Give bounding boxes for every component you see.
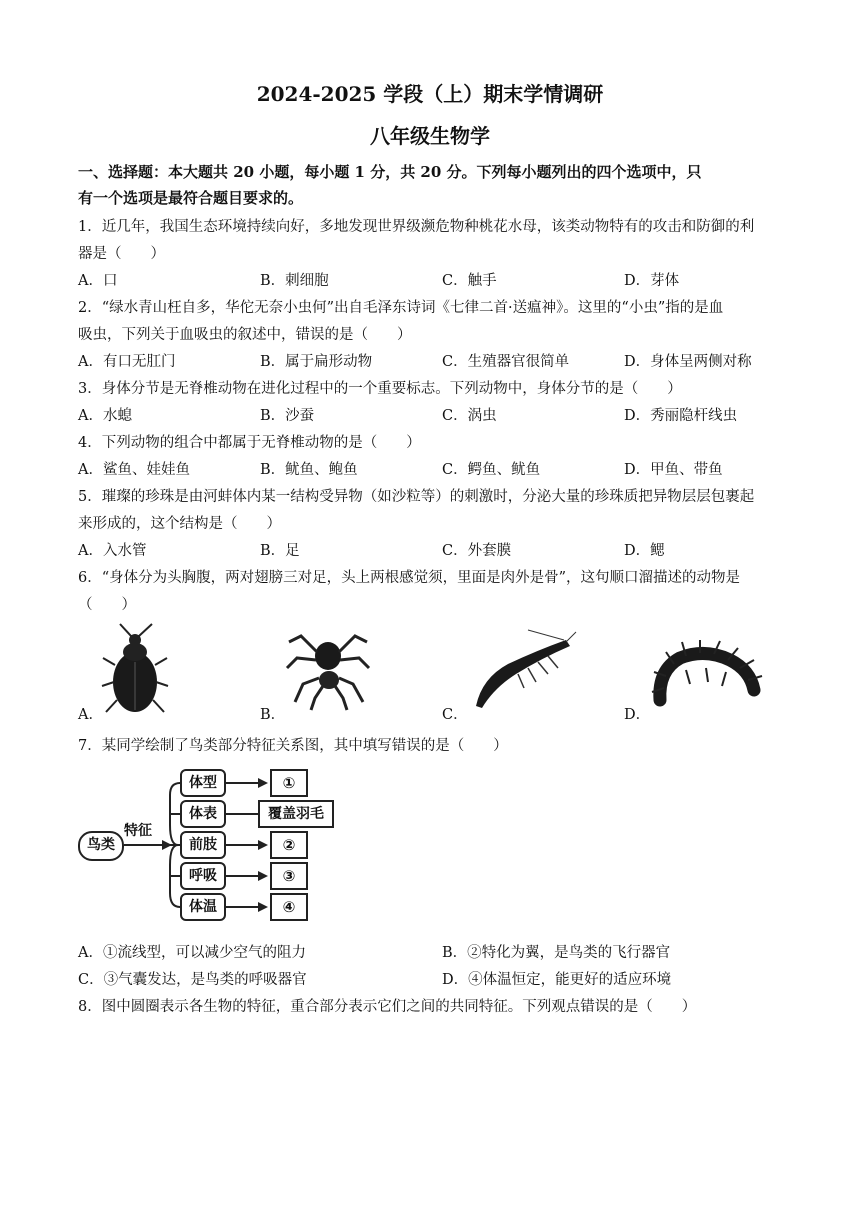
q2-option-b: B．属于扁形动物 [260, 354, 373, 370]
q7-option-c: C．③气囊发达，是鸟类的呼吸器官 [78, 972, 307, 988]
q2-option-c: C．生殖器官很简单 [442, 354, 570, 370]
diagram-node-body-temperature: 体温 [180, 893, 226, 921]
q5-option-d: D．鳃 [624, 543, 665, 559]
section-heading-line1: 一、选择题：本大题共 20 小题，每小题 1 分，共 20 分。下列每小题列出的四个选项中，只 [78, 163, 702, 181]
q3-stem: 3．身体分节是无脊椎动物在进化过程中的一个重要标志。下列动物中，身体分节的是（ ） [78, 381, 682, 397]
diagram-node-forelimb: 前肢 [180, 831, 226, 859]
q6-option-d: D． [624, 707, 651, 723]
q6-stem-line2: （ ） [78, 597, 136, 613]
centipede-image [650, 640, 765, 710]
section-heading-line2: 有一个选项是最符合题目要求的。 [78, 189, 304, 207]
q5-option-c: C．外套膜 [442, 543, 512, 559]
shrimp-image [468, 628, 578, 712]
q3-option-b: B．沙蚕 [260, 408, 315, 424]
q1-option-c: C．触手 [442, 273, 497, 289]
beetle-image [100, 620, 170, 720]
diagram-target-2: ② [270, 831, 308, 859]
q6-stem-line1: 6．“身体分为头胸腹，两对翅膀三对足，头上两根感觉须，里面是肉外是骨”，这句顺口溜描述的动物是 [78, 570, 741, 586]
q2-option-a: A．有口无肛门 [78, 354, 176, 370]
q4-option-a: A．鲨鱼、娃娃鱼 [78, 462, 190, 478]
bird-feature-diagram [78, 765, 338, 925]
q6-option-b: B． [260, 707, 286, 723]
q3-option-a: A．水螅 [78, 408, 132, 424]
q4-option-b: B．鱿鱼、鲍鱼 [260, 462, 358, 478]
q2-stem-line1: 2．“绿水青山枉自多，华佗无奈小虫何”出自毛泽东诗词《七律二首·送瘟神》。这里的“小虫”指的是血 [78, 300, 724, 316]
spider-image [283, 622, 373, 712]
diagram-node-respiration: 呼吸 [180, 862, 226, 890]
q1-stem-line1: 1．近几年，我国生态环境持续向好，多地发现世界级濒危物种桃花水母，该类动物特有的攻击和防御的利 [78, 219, 755, 235]
q1-option-b: B．刺细胞 [260, 273, 329, 289]
q5-stem-line1: 5．璀璨的珍珠是由河蚌体内某一结构受异物（如沙粒等）的刺激时，分泌大量的珍珠质把异物层层包裹起 [78, 489, 755, 505]
diagram-root-birds: 鸟类 [78, 831, 124, 861]
q1-option-a: A．口 [78, 273, 118, 289]
q2-option-d: D．身体呈两侧对称 [624, 354, 752, 370]
q7-stem: 7．某同学绘制了鸟类部分特征关系图，其中填写错误的是（ ） [78, 738, 508, 754]
q8-stem: 8．图中圆圈表示各生物的特征，重合部分表示它们之间的共同特征。下列观点错误的是（ ） [78, 999, 697, 1015]
q4-option-c: C．鳄鱼、鱿鱼 [442, 462, 541, 478]
q3-option-c: C．涡虫 [442, 408, 497, 424]
exam-subtitle: 八年级生物学 [370, 124, 490, 148]
diagram-target-3: ③ [270, 862, 308, 890]
q5-stem-line2: 来形成的，这个结构是（ ） [78, 516, 281, 532]
q6-option-a: A． [78, 707, 103, 723]
diagram-target-1: ① [270, 769, 308, 797]
q1-stem-line2: 器是（ ） [78, 246, 165, 262]
q4-stem: 4．下列动物的组合中都属于无脊椎动物的是（ ） [78, 435, 421, 451]
q3-option-d: D．秀丽隐杆线虫 [624, 408, 738, 424]
q1-option-d: D．芽体 [624, 273, 680, 289]
q5-option-b: B．足 [260, 543, 300, 559]
diagram-node-body-surface: 体表 [180, 800, 226, 828]
q7-option-d: D．④体温恒定，能更好的适应环境 [442, 972, 672, 988]
q4-option-d: D．甲鱼、带鱼 [624, 462, 723, 478]
q6-option-c: C． [442, 707, 468, 723]
diagram-node-body-shape: 体型 [180, 769, 226, 797]
diagram-target-4: ④ [270, 893, 308, 921]
q5-option-a: A．入水管 [78, 543, 147, 559]
diagram-edge-label: 特征 [124, 823, 152, 839]
diagram-target-feathers: 覆盖羽毛 [258, 800, 334, 828]
q7-option-a: A．①流线型，可以减少空气的阻力 [78, 945, 306, 961]
q7-option-b: B．②特化为翼，是鸟类的飞行器官 [442, 945, 671, 961]
exam-title: 2024-2025 学段（上）期末学情调研 [256, 82, 604, 106]
q2-stem-line2: 吸虫，下列关于血吸虫的叙述中，错误的是（ ） [78, 327, 412, 343]
